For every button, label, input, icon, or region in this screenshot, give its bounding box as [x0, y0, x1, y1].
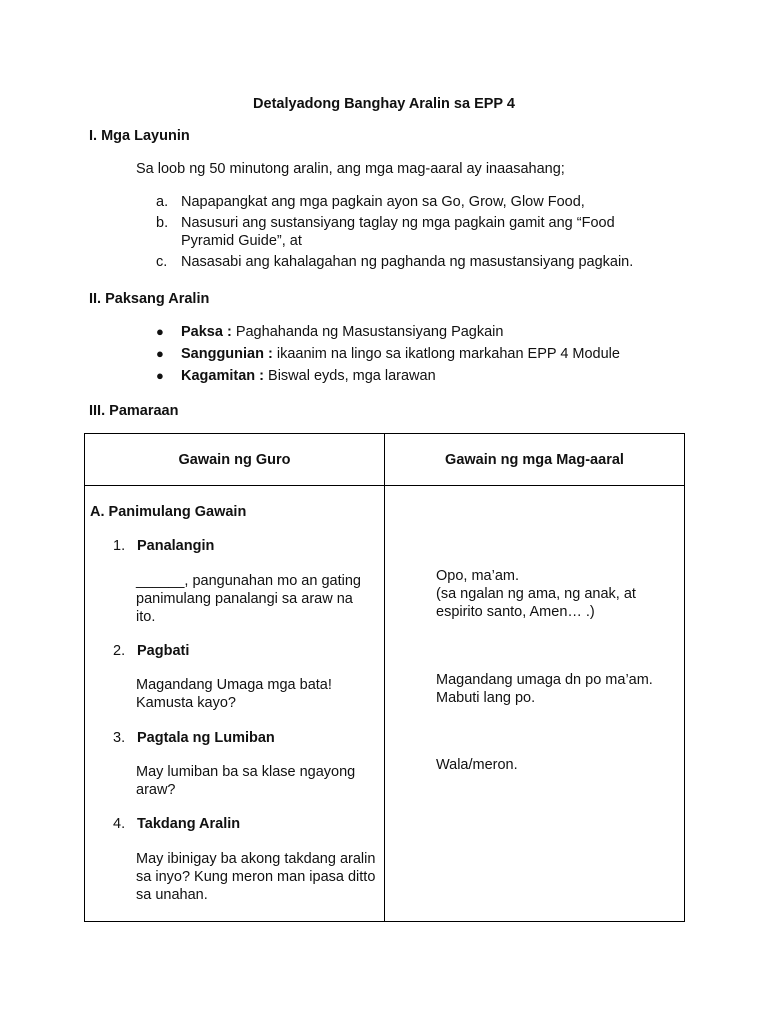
bullet-icon: ●: [156, 324, 164, 339]
table-row: [85, 486, 685, 922]
step-heading: [113, 537, 214, 555]
section-heading-layunin: I. Mga Layunin: [89, 128, 190, 144]
list-item-text: Nasasabi ang kahalagahan ng paghanda ng masustansiyang pagkain.: [181, 254, 634, 270]
list-item: [156, 345, 696, 363]
document-title: Detalyadong Banghay Aralin sa EPP 4: [253, 96, 515, 112]
teacher-text: ______, pangunahan mo an gating panimulang panalangi sa araw na ito.: [136, 573, 361, 625]
bullet-icon: ●: [156, 346, 164, 361]
list-item-text: Napapangkat ang mga pagkain ayon sa Go, Grow, Glow Food,: [181, 194, 585, 210]
step-label: Panalangin: [137, 538, 215, 554]
step-heading: [113, 642, 189, 660]
step-label: Pagtala ng Lumiban: [137, 730, 275, 746]
procedure-table: [84, 433, 685, 922]
list-item: [156, 323, 696, 341]
step-number: 1.: [113, 538, 126, 554]
list-item: [156, 253, 656, 271]
paksa-list: [156, 323, 696, 389]
teacher-text: May lumiban ba sa klase ngayong araw?: [136, 764, 356, 798]
subsection-heading: A. Panimulang Gawain: [90, 504, 247, 520]
list-marker: b.: [156, 215, 169, 231]
student-cell: [385, 486, 685, 922]
list-item: [156, 193, 656, 211]
section-heading-paksa: II. Paksang Aralin: [89, 291, 210, 307]
bullet-label: Paksa :: [181, 324, 232, 340]
column-header-student: Gawain ng mga Mag-aaral: [385, 434, 685, 486]
bullet-text: Biswal eyds, mga larawan: [264, 368, 436, 384]
objectives-list: [156, 193, 656, 274]
teacher-text: Magandang Umaga mga bata! Kamusta kayo?: [136, 677, 332, 711]
bullet-text: ikaanim na lingo sa ikatlong markahan EPP 4 Module: [272, 346, 620, 362]
section-heading-pamaraan: III. Pamaraan: [89, 403, 179, 419]
bullet-text: Paghahanda ng Masustansiyang Pagkain: [231, 324, 504, 340]
teacher-cell: [85, 486, 385, 922]
list-item: [156, 367, 696, 385]
teacher-text: May ibinigay ba akong takdang aralin sa inyo? Kung meron man ipasa ditto sa unahan.: [136, 851, 376, 903]
bullet-label: Kagamitan :: [181, 368, 264, 384]
step-heading: [113, 729, 275, 747]
table-header-row: [85, 434, 685, 486]
step-heading: [113, 815, 240, 833]
step-number: 4.: [113, 816, 126, 832]
bullet-icon: ●: [156, 368, 164, 383]
list-item: [156, 214, 656, 250]
step-number: 2.: [113, 643, 126, 659]
step-label: Pagbati: [137, 643, 190, 659]
bullet-label: Sanggunian :: [181, 346, 273, 362]
step-label: Takdang Aralin: [137, 816, 241, 832]
list-marker: c.: [156, 254, 168, 270]
list-marker: a.: [156, 194, 169, 210]
list-item-text: Nasusuri ang sustansiyang taglay ng mga pagkain gamit ang “Food Pyramid Guide”, at: [181, 215, 615, 249]
column-header-teacher: Gawain ng Guro: [85, 434, 385, 486]
layunin-intro: Sa loob ng 50 minutong aralin, ang mga mag-aaral ay inaasahang;: [136, 161, 565, 177]
student-response: Opo, ma’am. (sa ngalan ng ama, ng anak, at espirito santo, Amen… .): [436, 568, 636, 620]
student-response: Wala/meron.: [436, 757, 518, 773]
step-number: 3.: [113, 730, 126, 746]
student-response: Magandang umaga dn po ma’am. Mabuti lang po.: [436, 672, 653, 706]
